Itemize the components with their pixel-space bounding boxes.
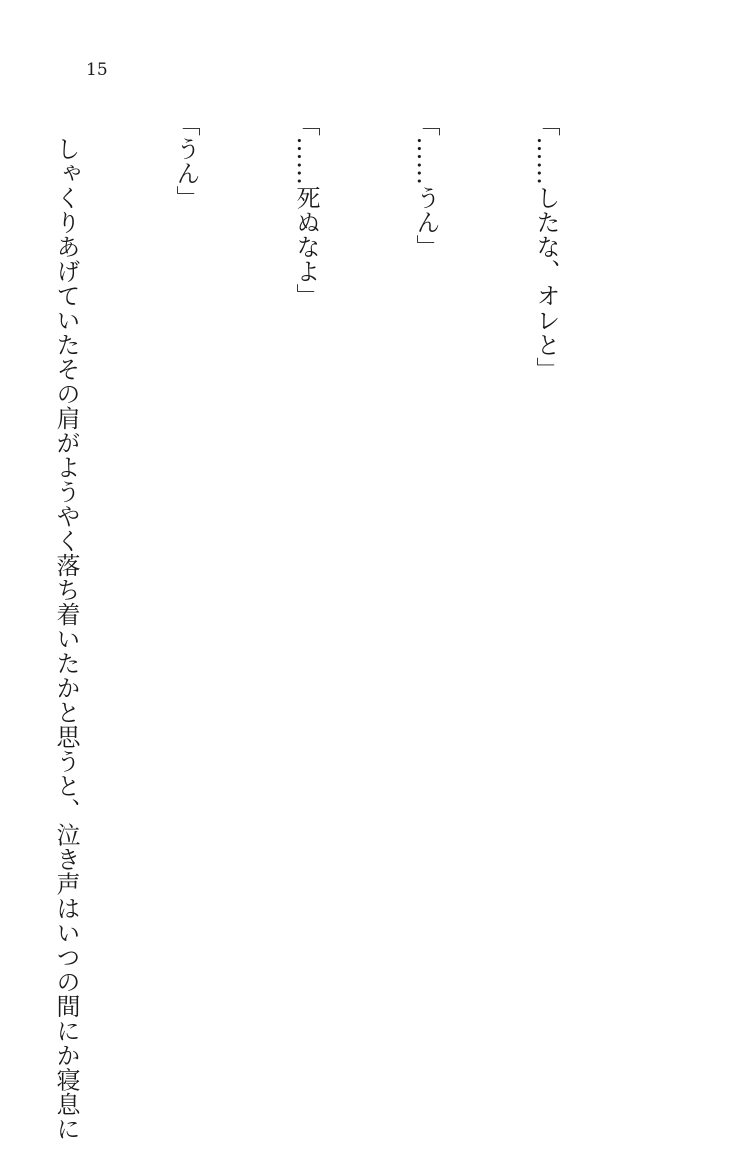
text-line: 「……したな、オレと」 bbox=[532, 112, 560, 382]
body-text bbox=[0, 112, 646, 1141]
text-line: 「うん」 bbox=[172, 112, 200, 210]
text-line: 「……死ぬなよ」 bbox=[292, 112, 320, 308]
text-line: 「……うん」 bbox=[412, 112, 440, 259]
page-number: 15 bbox=[86, 60, 108, 80]
text-line: しゃくりあげていたその肩がようやく落ち着いたかと思うと、泣き声はいつの間にか寝息に bbox=[52, 112, 80, 1141]
